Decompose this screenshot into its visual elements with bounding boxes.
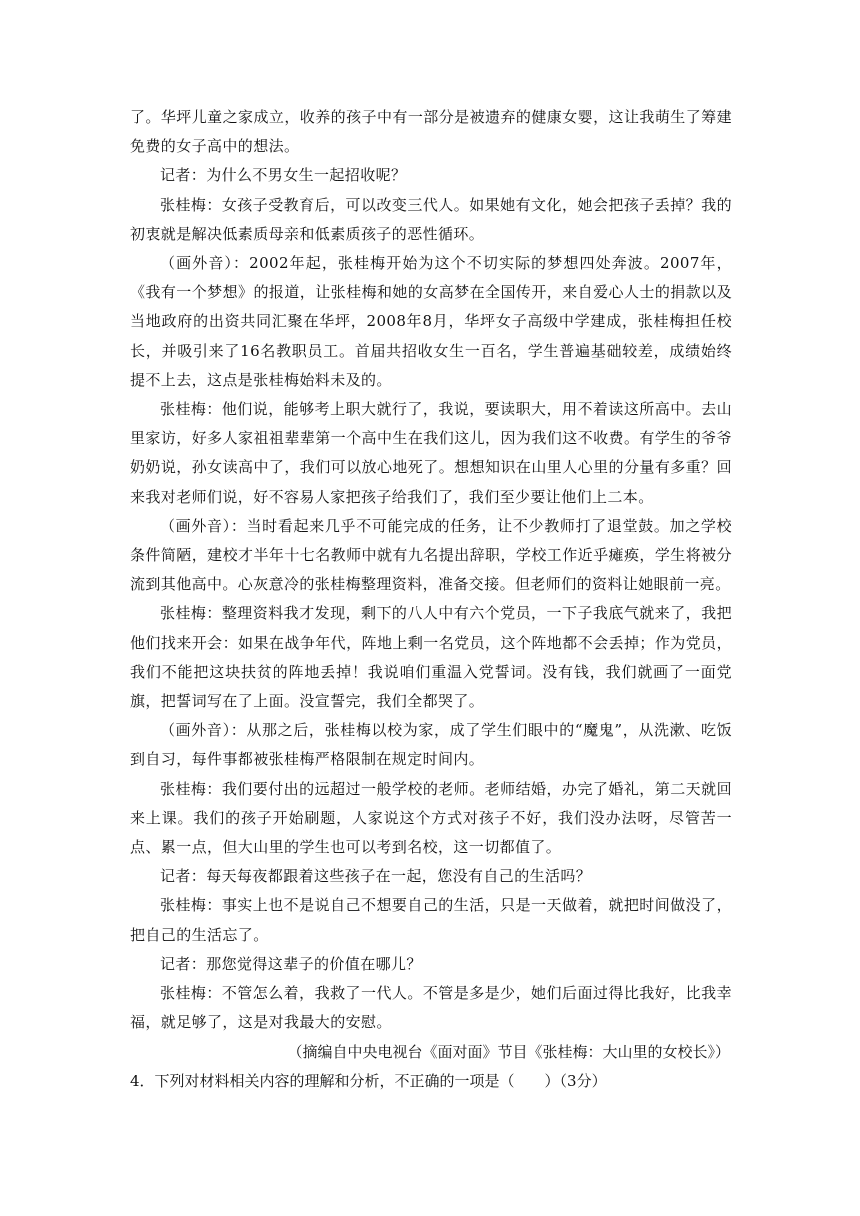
paragraph-1: 了。华坪儿童之家成立，收养的孩子中有一部分是被遗弃的健康女婴，这让我萌生了筹建免费的女子高中的想法。 [130,108,732,156]
paragraph-12: 记者：那您觉得这辈子的价值在哪儿？ [160,954,422,973]
paragraph-6: （画外音）：当时看起来几乎不可能完成的任务，让不少教师打了退堂鼓。加之学校条件简陋，建校才半年十七名教师中就有九名提出辞职，学校工作近乎瘫痪，学生将被分流到其他高中。心灰意冷的张桂梅整理资料，准备交接。但老师们的资料让她眼前一亮。 [130,516,732,594]
source-citation: （摘编自中央电视台《面对面》节目《张桂梅：大山里的女校长》） [287,1042,730,1061]
paragraph-5: 张桂梅：他们说，能够考上职大就行了，我说，要读职大，用不着读这所高中。去山里家访，好多人家祖祖辈辈第一个高中生在我们这儿，因为我们这不收费。有学生的爷爷奶奶说，孙女读高中了，我们可以放心地死了。想想知识在山里人心里的分量有多重？回来我对老师们说，好不容易人家把孩子给我们了，我们至少要让他们上二本。 [130,400,732,506]
paragraph-13: 张桂梅：不管怎么着，我救了一代人。不管是多是少，她们后面过得比我好，比我幸福，就足够了，这是对我最大的安慰。 [130,984,732,1032]
paragraph-2: 记者：为什么不男女生一起招收呢？ [160,166,407,185]
article-body [130,103,732,1067]
paragraph-7: 张桂梅：整理资料我才发现，剩下的八人中有六个党员，一下子我底气就来了，我把他们找来开会：如果在战争年代，阵地上剩一名党员，这个阵地都不会丢掉；作为党员，我们不能把这块扶贫的阵地丢掉！我说咱们重温入党誓词。没有钱，我们就画了一面党旗，把誓词写在了上面。没宣誓完，我们全都哭了。 [130,604,732,711]
paragraph-3: 张桂梅：女孩子受教育后，可以改变三代人。如果她有文化，她会把孩子丢掉？我的初衷就是解决低素质母亲和低素质孩子的恶性循环。 [130,195,732,243]
paragraph-4: （画外音）：2002年起，张桂梅开始为这个不切实际的梦想四处奔波。2007年，《我有一个梦想》的报道，让张桂梅和她的女高梦在全国传开，来自爱心人士的捐款以及当地政府的出资共同汇聚在华坪，2008年8月，华坪女子高级中学建成，张桂梅担任校长，并吸引来了16名教职员工。首届共招收女生一百名，学生普遍基础较差，成绩始终提不上去，这点是张桂梅始料未及的。 [130,254,732,389]
paragraph-9: 张桂梅：我们要付出的远超过一般学校的老师。老师结婚，办完了婚礼，第二天就回来上课。我们的孩子开始刷题，人家说这个方式对孩子不好，我们没办法呀，尽管苦一点、累一点，但大山里的学生也可以考到名校，这一切都值了。 [130,779,732,857]
paragraph-10: 记者：每天每夜都跟着这些孩子在一起，您没有自己的生活吗？ [160,867,592,886]
paragraph-11: 张桂梅：事实上也不是说自己不想要自己的生活，只是一天做着，就把时间做没了，把自己的生活忘了。 [130,896,732,944]
paragraph-8: （画外音）：从那之后，张桂梅以校为家，成了学生们眼中的“魔鬼”，从洗漱、吃饭到自习，每件事都被张桂梅严格限制在规定时间内。 [130,721,732,769]
question-4: 4．下列对材料相关内容的理解和分析，不正确的一项是（ ）（3分） [130,1072,607,1090]
